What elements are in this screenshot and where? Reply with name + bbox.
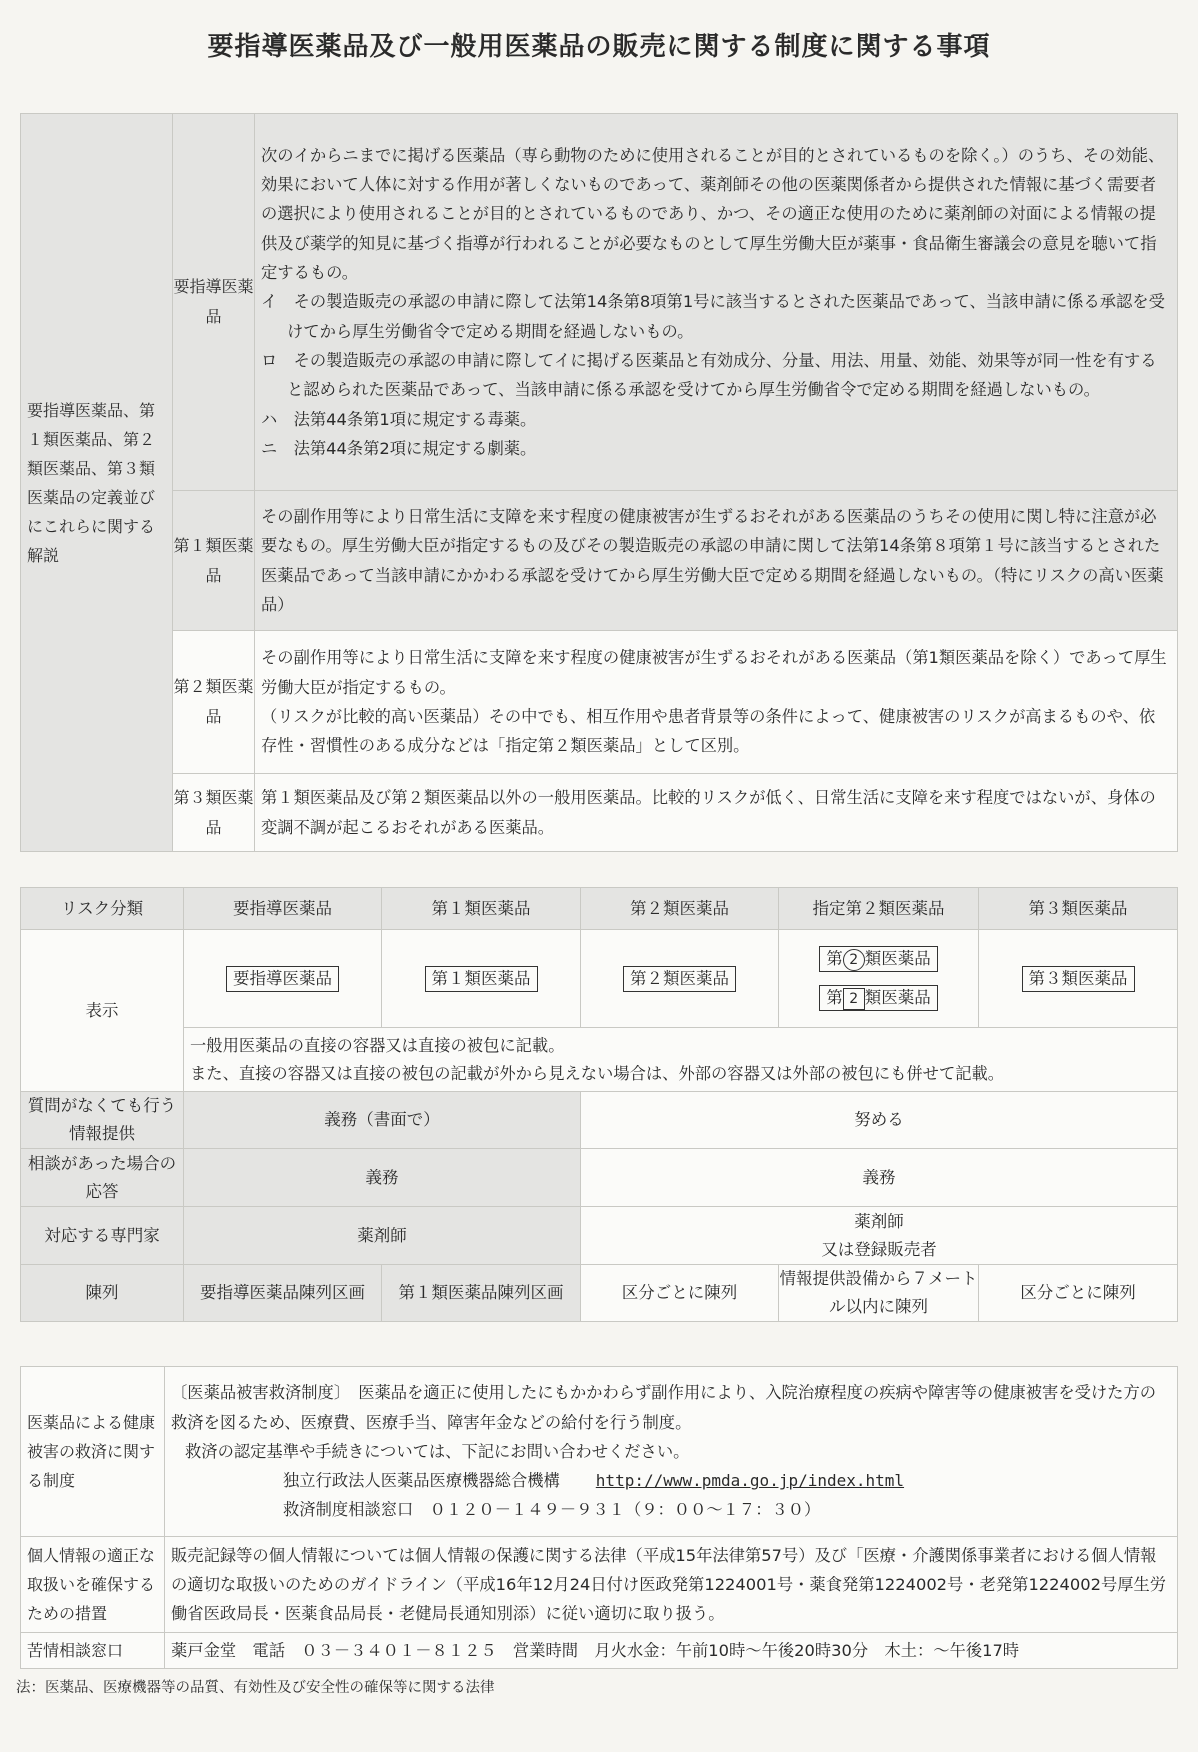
pmda-link[interactable]: http://www.pmda.go.jp/index.html <box>595 1471 905 1491</box>
complaint-content: 薬戸金堂 電話 ０３－３４０１－８１２５ 営業時間 月火水金：午前10時～午後20時30分 木土：～午後17時 <box>165 1633 1178 1669</box>
display-class3: 第３類医薬品 <box>979 930 1178 1028</box>
shelf-youshidou: 要指導医薬品陳列区画 <box>184 1265 382 1322</box>
expert-pharmacist-or-seller: 薬剤師 又は登録販売者 <box>581 1207 1178 1265</box>
definitions-category: 要指導医薬品、第１類医薬品、第２類医薬品、第３類医薬品の定義並びにこれらに関する解説 <box>21 114 173 852</box>
relief-label: 医薬品による健康被害の救済に関する制度 <box>21 1367 165 1537</box>
definitions-table <box>20 113 1178 852</box>
page-title: 要指導医薬品及び一般用医薬品の販売に関する制度に関する事項 <box>207 32 991 62</box>
footer-note: 法：医薬品、医療機器等の品質、有効性及び安全性の確保等に関する法律 <box>16 1680 495 1696</box>
header-designated-class2: 指定第２類医薬品 <box>779 888 979 930</box>
definition-class1: その副作用等により日常生活に支障を来す程度の健康被害が生ずるおそれがある医薬品のうちその使用に関し特に注意が必要なもの。厚生労働大臣が指定するもの及びその製造販売の承認の申請に関して法第14条第８項第１号に該当するとされた医薬品であって当該申請にかかわる承認を受けてから厚生労働大臣で定める期間を経過しないもの。（特にリスクの高い医薬品） <box>255 491 1178 631</box>
org-name: 独立行政法人医薬品医療機器総合機構 <box>283 1471 560 1491</box>
shelf-designated-class2: 情報提供設備から７メートル以内に陳列 <box>779 1265 979 1322</box>
expert-pharmacist: 薬剤師 <box>184 1207 581 1265</box>
consultation-required-a: 義務 <box>184 1149 581 1207</box>
designated-square-label: 第 2 類医薬品 <box>819 985 938 1011</box>
privacy-label: 個人情報の適正な取扱いを確保するための措置 <box>21 1537 165 1633</box>
header-class2: 第２類医薬品 <box>581 888 779 930</box>
header-class1: 第１類医薬品 <box>382 888 581 930</box>
definition-class2: その副作用等により日常生活に支障を来す程度の健康被害が生ずるおそれがある医薬品（第1類医薬品を除く）であって厚生労働大臣が指定するもの。 （リスクが比較的高い医薬品）その中でも、相互作用や患者背景等の条件によって、健康被害のリスクが高まるものや、依存性・習慣性のある成分などは「指定第２類医薬品」として区別。 <box>255 631 1178 774</box>
category-name-class1: 第１類医薬品 <box>173 491 255 631</box>
header-risk-class: リスク分類 <box>21 888 184 930</box>
display-note: 一般用医薬品の直接の容器又は直接の被包に記載。 また、直接の容器又は直接の被包の記載が外から見えない場合は、外部の容器又は外部の被包にも併せて記載。 <box>184 1028 1178 1092</box>
definition-class3: 第１類医薬品及び第２類医薬品以外の一般用医薬品。比較的リスクが低く、日常生活に支障を来す程度ではないが、身体の変調不調が起こるおそれがある医薬品。 <box>255 774 1178 852</box>
designated-circle-label: 第 2 類医薬品 <box>819 946 938 972</box>
display-class1: 第１類医薬品 <box>382 930 581 1028</box>
shelf-class2: 区分ごとに陳列 <box>581 1265 779 1322</box>
category-name-youshidou: 要指導医薬品 <box>173 114 255 491</box>
consultation-required-b: 義務 <box>581 1149 1178 1207</box>
definition-youshidou: 次のイからニまでに掲げる医薬品（専ら動物のために使用されることが目的とされているものを除く。）のうち、その効能、効果において人体に対する作用が著しくないものであって、薬剤師その他の医薬関係者から提供された情報に基づく需要者の選択により使用されることが目的とされているものであり、かつ、その適正な使用のために薬剤師の対面による情報の提供及び薬学的知見に基づく指導が行われることが必要なものとして厚生労働大臣が薬事・食品衛生審議会の意見を聴いて指定するもの。 イ その製造販売の承認の申請に際して法第14条第8項第1号に該当するとされた医薬品であって、当該申請に係る承認を受けてから厚生労働省令で定める期間を経過しないもの。 ロ その製造販売の承認の申請に際してイに掲げる医薬品と有効成分、分量、用法、用量、効能、効果等が同一性を有すると認められた医薬品であって、当該申請に係る承認を受けてから厚生労働省令で定める期間を経過しないもの。 ハ 法第44条第1項に規定する毒薬。 ニ 法第44条第2項に規定する劇薬。 <box>255 114 1178 491</box>
hotline-number: ０１２０－１４９－９３１（９：００～１７：３０） <box>429 1500 821 1520</box>
shelf-class3: 区分ごとに陳列 <box>979 1265 1178 1322</box>
category-name-class2: 第２類医薬品 <box>173 631 255 774</box>
shelf-label: 陳列 <box>21 1265 184 1322</box>
complaint-label: 苦情相談窓口 <box>21 1633 165 1669</box>
info-provision-label: 質問がなくても行う情報提供 <box>21 1092 184 1149</box>
risk-table <box>20 887 1178 1322</box>
hotline-label: 救済制度相談窓口 <box>283 1500 414 1520</box>
shelf-class1: 第１類医薬品陳列区画 <box>382 1265 581 1322</box>
privacy-content: 販売記録等の個人情報については個人情報の保護に関する法律（平成15年法律第57号）及び「医療・介護関係事業者における個人情報の適切な取扱いのためのガイドライン（平成16年12月24日付け医政発第1224001号・薬食発第1224002号・老発第1224002号厚生労働省医政局長・医薬食品局長・老健局長通知別添）に従い適切に取り扱う。 <box>165 1537 1178 1633</box>
header-class3: 第３類医薬品 <box>979 888 1178 930</box>
info-table <box>20 1366 1178 1669</box>
category-name-class3: 第３類医薬品 <box>173 774 255 852</box>
info-provision-effort: 努める <box>581 1092 1178 1149</box>
info-provision-required: 義務（書面で） <box>184 1092 581 1149</box>
display-class2: 第２類医薬品 <box>581 930 779 1028</box>
consultation-label: 相談があった場合の応答 <box>21 1149 184 1207</box>
expert-label: 対応する専門家 <box>21 1207 184 1265</box>
display-designated-class2 <box>779 930 979 1028</box>
relief-content: 〔医薬品被害救済制度〕 医薬品を適正に使用したにもかかわらず副作用により、入院治療程度の疾病や障害等の健康被害を受けた方の救済を図るため、医療費、医療手当、障害年金などの給付を行う制度。 救済の認定基準や手続きについては、下記にお問い合わせください。 独立行政法人医薬品医療機器総合機構 http://www.pmda.go.jp/index.html 救済制度相談窓口 ０１２０－１４９－９３１（９：００～１７：３０） <box>165 1367 1178 1537</box>
display-youshidou: 要指導医薬品 <box>184 930 382 1028</box>
display-label: 表示 <box>21 930 184 1092</box>
header-youshidou: 要指導医薬品 <box>184 888 382 930</box>
